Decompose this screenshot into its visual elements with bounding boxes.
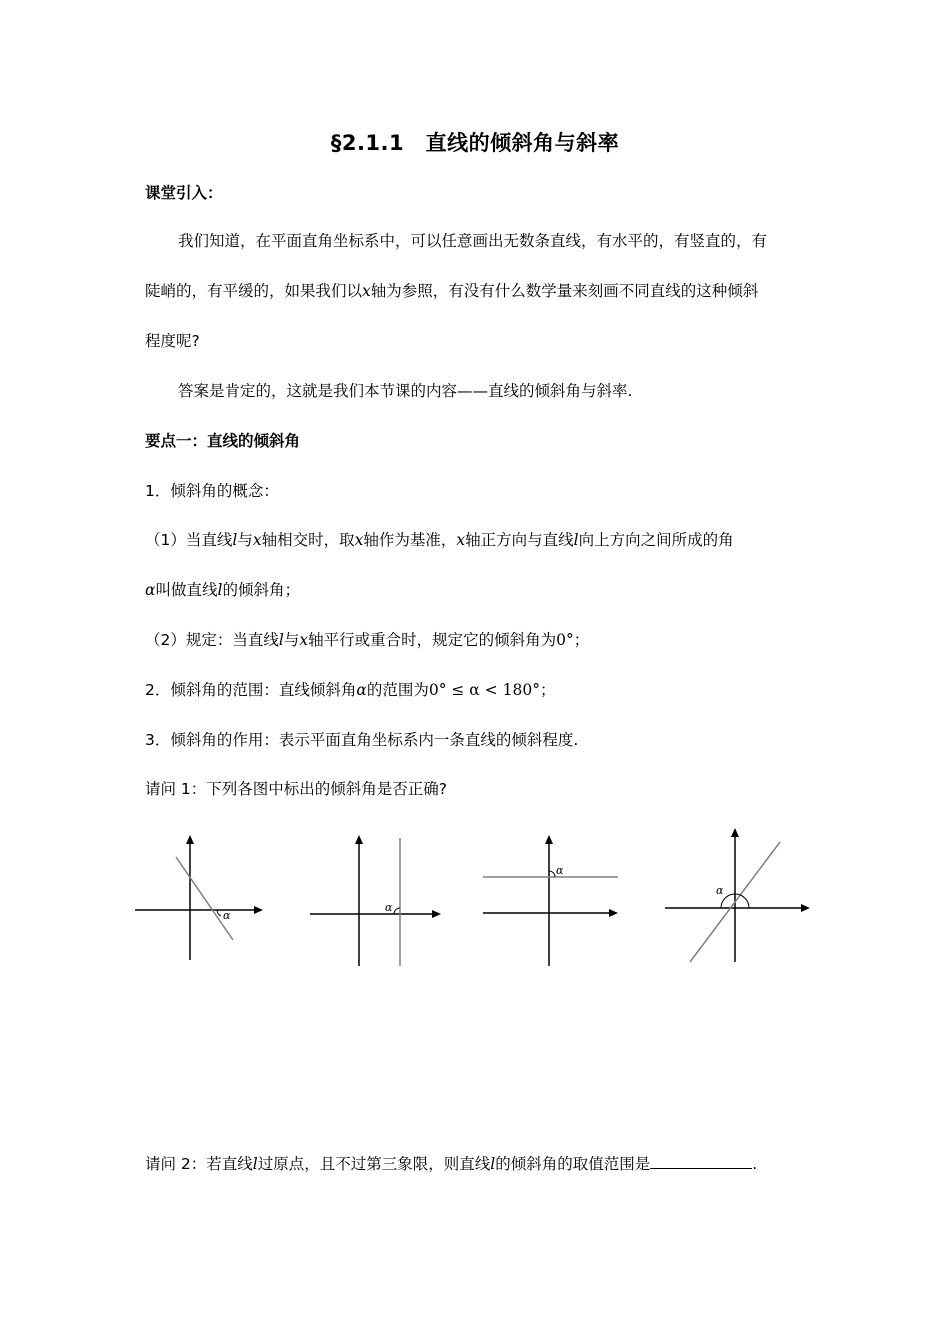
- x-axis-arrow: [609, 909, 618, 917]
- var-l: l: [490, 1155, 496, 1173]
- var-l: l: [232, 531, 238, 549]
- angle-arc: [394, 908, 400, 914]
- item-3: 3．倾斜角的作用：表示平面直角坐标系内一条直线的倾斜程度.: [145, 731, 579, 749]
- text: ；: [539, 681, 556, 699]
- var-alpha: α: [145, 581, 156, 599]
- x-axis-arrow: [432, 910, 441, 918]
- x-axis-arrow: [801, 904, 810, 912]
- text: （1）当直线: [145, 531, 233, 549]
- intro-heading: 课堂引入：: [145, 184, 223, 202]
- figure-4: [660, 822, 820, 967]
- y-axis-arrow: [545, 835, 553, 844]
- text: 的倾斜角的取值范围是: [495, 1155, 651, 1173]
- var-x: x: [362, 282, 371, 300]
- text: 轴正方向与直线: [465, 531, 574, 549]
- text: 向上方向之间所成的角: [578, 531, 734, 549]
- figure-2: [305, 830, 450, 970]
- text: 轴相交时，取: [261, 531, 355, 549]
- figure-3: [478, 830, 628, 970]
- intro-answer: 答案是肯定的，这就是我们本节课的内容——直线的倾斜角与斜率.: [178, 382, 633, 400]
- text: 请问 2：若直线: [145, 1155, 253, 1173]
- point1-heading: 要点一：直线的倾斜角: [145, 432, 301, 450]
- item-1: 1．倾斜角的概念：: [145, 482, 279, 500]
- var-l: l: [217, 581, 223, 599]
- text: 与: [237, 531, 253, 549]
- alpha-label: α: [556, 864, 564, 877]
- text: 的范围为: [366, 681, 429, 699]
- answer-blank[interactable]: [650, 1153, 752, 1169]
- figure-1: [130, 830, 270, 965]
- var-l: l: [252, 1155, 258, 1173]
- x-axis-arrow: [254, 906, 263, 914]
- angle-arc: [549, 871, 555, 877]
- angle-arc: [217, 910, 221, 916]
- sub-item-1: [145, 530, 734, 550]
- var-l: l: [573, 531, 579, 549]
- sub-item-2: [145, 630, 589, 650]
- var-x: x: [456, 531, 466, 549]
- text: 叫做直线: [155, 581, 218, 599]
- text: 轴作为基准，: [363, 531, 457, 549]
- text: .: [752, 1155, 758, 1173]
- var-alpha: α: [356, 681, 367, 699]
- line-l: [176, 857, 233, 940]
- intro-paragraph-line2: [145, 281, 758, 301]
- var-x: x: [299, 631, 309, 649]
- text: ；: [573, 631, 590, 649]
- y-axis-arrow: [186, 835, 194, 844]
- text: 轴平行或重合时，规定它的倾斜角为: [308, 631, 557, 649]
- var-x: x: [354, 531, 364, 549]
- text: 2．倾斜角的范围：直线倾斜角: [145, 681, 357, 699]
- alpha-label: α: [385, 901, 393, 914]
- text: （2）规定：当直线: [145, 631, 279, 649]
- item-2: [145, 680, 555, 700]
- text: 轴为参照，有没有什么数学量来刻画不同直线的这种倾斜: [370, 282, 759, 300]
- text: 过原点，且不过第三象限，则直线: [257, 1155, 491, 1173]
- question-1: 请问 1：下列各图中标出的倾斜角是否正确?: [145, 780, 448, 798]
- angle-range: 0° ≤ α < 180°: [428, 681, 540, 699]
- alpha-label: α: [716, 884, 724, 897]
- y-axis-arrow: [355, 835, 363, 844]
- alpha-label: α: [223, 909, 231, 922]
- y-axis-arrow: [731, 828, 739, 837]
- text: 与: [283, 631, 300, 649]
- sub-item-1-cont: [145, 580, 300, 600]
- zero-degree: 0°: [556, 631, 574, 649]
- text: 的倾斜角；: [222, 581, 300, 599]
- var-x: x: [252, 531, 262, 549]
- intro-paragraph-line3: 程度呢?: [145, 332, 200, 350]
- text: 陡峭的，有平缓的，如果我们以: [145, 282, 363, 300]
- question-2: [145, 1153, 757, 1174]
- intro-paragraph-line1: 我们知道，在平面直角坐标系中，可以任意画出无数条直线，有水平的，有竖直的，有: [178, 232, 768, 250]
- page-title: §2.1.1 直线的倾斜角与斜率: [330, 131, 620, 155]
- var-l: l: [278, 631, 284, 649]
